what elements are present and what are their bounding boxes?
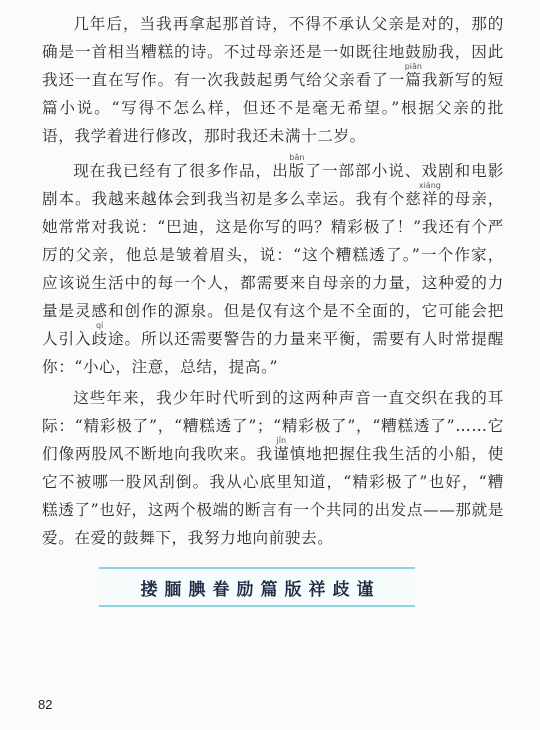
pinyin: xiáng: [418, 181, 441, 190]
pinyin: bǎn: [288, 153, 305, 162]
page-number: 82: [38, 697, 53, 712]
vocab-char: 眷: [212, 579, 230, 600]
pinyin-annotated-char: 谨jǐn: [273, 436, 290, 463]
pinyin-annotated-char: 歧qí: [91, 321, 109, 348]
paragraph-3: 这些年来，我少年时代听到的这两种声音一直交织在我的耳际：“精彩极了”，“糟糕透了”；“精彩极了”，“糟糕透了”……它们像两股风不断地向我吹来。我谨jǐn慎地把握住我生活的小船，使它不被哪一股风刮倒。我从心底里知道，“精彩极了”也好，“糟糕透了”也好，这两个极端的断言有一个共同的出发点——那就是爱。在爱的鼓舞下，我努力地向前驶去。: [42, 389, 504, 547]
vocab-char: 搂: [140, 579, 158, 600]
pinyin-annotated-char: 篇piān: [404, 62, 422, 89]
vocab-char: 腆: [188, 579, 206, 600]
body-text: [42, 10, 504, 552]
vocabulary-box: [99, 567, 415, 607]
pinyin: qí: [91, 321, 108, 330]
pinyin-annotated-char: 祥xiáng: [418, 181, 441, 208]
vocab-char: 祥: [308, 579, 326, 600]
paragraph-1: 几年后，当我再拿起那首诗，不得不承认父亲是对的，那的确是一首相当糟糕的诗。不过母亲还是一如既往地鼓励我，因此我还一直在写作。有一次我鼓起勇气给父亲看了一篇piān我新写的短篇小说。“写得不怎么样，但还不是毫无希望。”根据父亲的批语，我学着进行修改，那时我还未满十二岁。: [42, 15, 504, 145]
vocab-char: 歧: [332, 579, 350, 600]
pinyin: jǐn: [273, 436, 290, 445]
vocab-char: 谨: [356, 579, 374, 600]
paragraph-2: 现在我已经有了很多作品，出版bǎn了一部部小说、戏剧和电影剧本。我越来越体会到我当初是多么幸运。我有个慈祥xiáng的母亲，她常常对我说：“巴迪，这是你写的吗？精彩极了！”我还有个严厉的父亲，他总是皱着眉头，说：“这个糟糕透了。”一个作家，应该说生活中的每一个人，都需要来自母亲的力量，这种爱的力量是灵感和创作的源泉。但是仅有这个是不全面的，它可能会把人引入歧qí途。所以还需要警告的力量来平衡，需要有人时常提醒你：“小心，注意，总结，提高。”: [42, 153, 504, 376]
vocab-char: 励: [236, 579, 254, 600]
vocabulary-list: [141, 575, 374, 600]
vocab-char: 篇: [260, 579, 278, 600]
pinyin-annotated-char: 版bǎn: [288, 153, 306, 180]
vocab-char: 腼: [164, 579, 182, 600]
pinyin: piān: [404, 62, 422, 71]
vocab-char: 版: [284, 579, 302, 600]
